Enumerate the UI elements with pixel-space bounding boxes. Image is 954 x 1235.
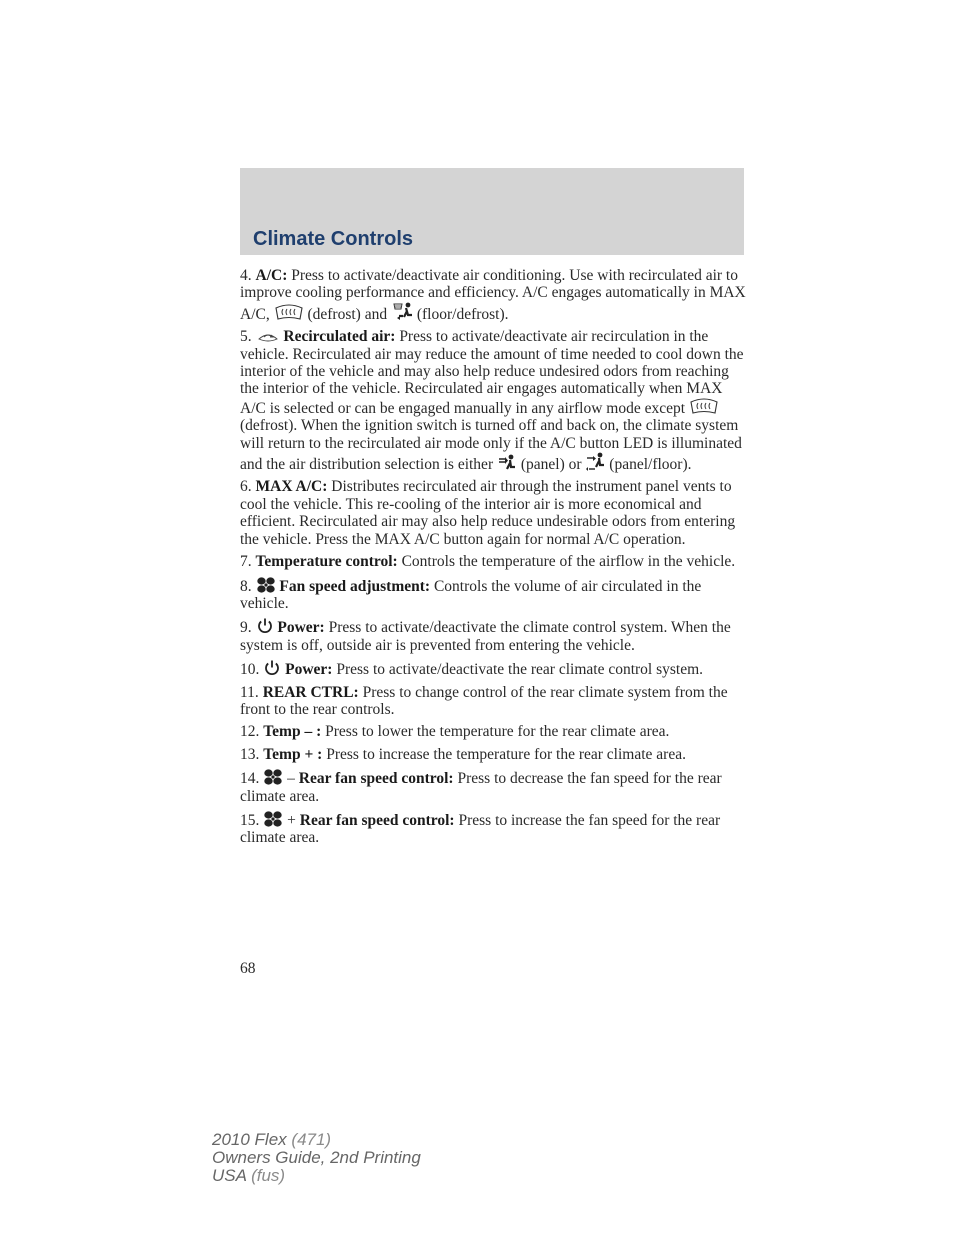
defrost-icon bbox=[689, 398, 719, 416]
item-label: Rear fan speed control: bbox=[298, 770, 454, 788]
item-label: Temp + : bbox=[263, 745, 323, 763]
footer bbox=[212, 1131, 421, 1185]
item-9: 9. Power: Press to activate/deactivate the climate control system. When the system is off, outside air is prevented from entering the vehicle. bbox=[240, 619, 731, 654]
item-label: Fan speed adjustment: bbox=[279, 577, 431, 595]
footer-line-2: Owners Guide, 2nd Printing bbox=[212, 1148, 421, 1167]
item-label: Temp – : bbox=[263, 723, 322, 741]
item-5: 5. Recirculated air: Press to activate/deactivate air recirculation in the vehicle. Recirculated air may reduce the amount of time needed to cool down the interior of the vehicle and may also help reduce undesired odors from reaching the interior of the vehicle. Recirculated air engages automatically when MAX A/C is selected or can be engaged manually in any airflow mode except (defrost). When the ignition switch is turned off and back on, the climate system will return to the recirculated air mode only if the A/C button LED is illuminated and the air distribution selection is either (panel) or (panel/floor). bbox=[240, 328, 744, 474]
power-icon bbox=[256, 617, 274, 635]
footer-line-1: 2010 Flex (471) bbox=[212, 1130, 332, 1149]
power-icon bbox=[263, 659, 281, 677]
section-title: Climate Controls bbox=[253, 228, 414, 250]
item-label: Recirculated air: bbox=[283, 328, 396, 346]
item-7: 7. Temperature control: Controls the temperature of the airflow in the vehicle. bbox=[240, 553, 736, 571]
content-body bbox=[240, 267, 746, 852]
fan-icon bbox=[256, 576, 276, 594]
item-label: Power: bbox=[285, 661, 333, 679]
defrost-icon bbox=[274, 304, 304, 322]
item-label: MAX A/C: bbox=[255, 478, 328, 496]
item-label: Rear fan speed control: bbox=[299, 811, 455, 829]
item-6: 6. MAX A/C: Distributes recirculated air through the instrument panel vents to cool the vehicle. This re-cooling of the interior air is more economical and efficient. Recirculated air may also help reduce undesirable odors from entering the vehicle. Press the MAX A/C button again for normal A/C operation. bbox=[240, 478, 736, 548]
item-11: 11. REAR CTRL: Press to change control of the rear climate system from the front to the rear controls. bbox=[240, 683, 728, 718]
item-label: REAR CTRL: bbox=[262, 683, 359, 701]
item-13: 13. Temp + : Press to increase the temperature for the rear climate area. bbox=[240, 745, 686, 763]
item-4: 4. A/C: Press to activate/deactivate air conditioning. Use with recirculated air to improve cooling performance and efficiency. A/C engages automatically in MAX A/C, (defrost) and (floor/defrost). bbox=[240, 267, 746, 323]
recirculate-icon bbox=[256, 330, 280, 344]
item-10: 10. Power: Press to activate/deactivate the rear climate control system. bbox=[240, 661, 704, 679]
panel-icon bbox=[497, 454, 517, 472]
item-8: 8. Fan speed adjustment: Controls the volume of air circulated in the vehicle. bbox=[240, 577, 702, 612]
section-header-band bbox=[240, 168, 744, 255]
panel-floor-icon bbox=[585, 452, 605, 472]
item-label: Temperature control: bbox=[255, 553, 398, 571]
fan-icon bbox=[263, 810, 283, 828]
floor-defrost-icon bbox=[391, 302, 413, 322]
item-15: 15. + Rear fan speed control: Press to increase the fan speed for the rear climate area. bbox=[240, 811, 721, 847]
item-12: 12. Temp – : Press to lower the temperature for the rear climate area. bbox=[240, 723, 670, 741]
item-label: Power: bbox=[277, 619, 325, 637]
fan-icon bbox=[263, 768, 283, 786]
item-14: 14. – Rear fan speed control: Press to decrease the fan speed for the rear climate area. bbox=[240, 770, 722, 805]
item-label: A/C: bbox=[255, 267, 288, 284]
footer-line-3: USA (fus) bbox=[212, 1166, 286, 1185]
page-number: 68 bbox=[240, 960, 256, 977]
